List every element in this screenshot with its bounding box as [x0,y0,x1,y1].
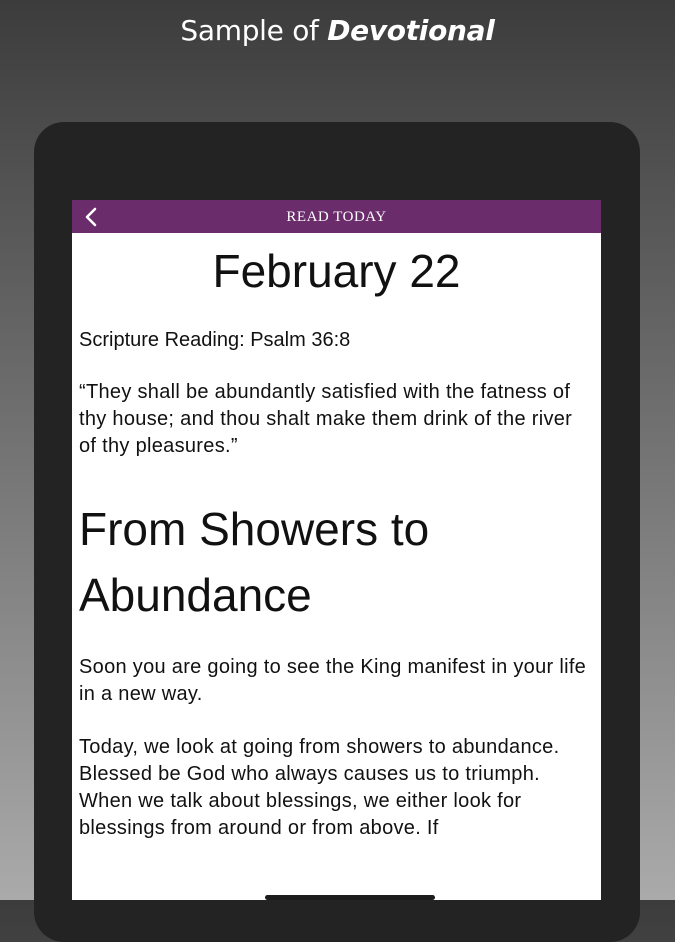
home-indicator[interactable] [265,895,435,900]
reading-content [72,245,601,842]
promo-prefix: Sample of [180,14,319,47]
devotional-date: February 22 [212,245,461,297]
paragraph: Today, we look at going from showers to abundance. Blessed be God who always causes us to triumph. When we talk about blessings, we either look for blessings from around or from above. If [79,736,560,839]
paragraph: Soon you are going to see the King manifest in your life in a new way. [79,656,587,705]
devotional-heading: From Showers to Abundance [79,503,430,621]
promo-caption [0,14,675,47]
app-bar-title: READ TODAY [286,209,387,225]
promo-highlight: Devotional [327,14,495,47]
back-button[interactable] [76,200,106,233]
app-screen [72,200,601,900]
scripture-reference: Scripture Reading: Psalm 36:8 [79,329,351,351]
chevron-left-icon [84,207,98,227]
scripture-verse: “They shall be abundantly satisfied with the fatness of thy house; and thou shalt make them drink of the river of thy pleasures.” [79,381,573,457]
app-bar [72,200,601,233]
